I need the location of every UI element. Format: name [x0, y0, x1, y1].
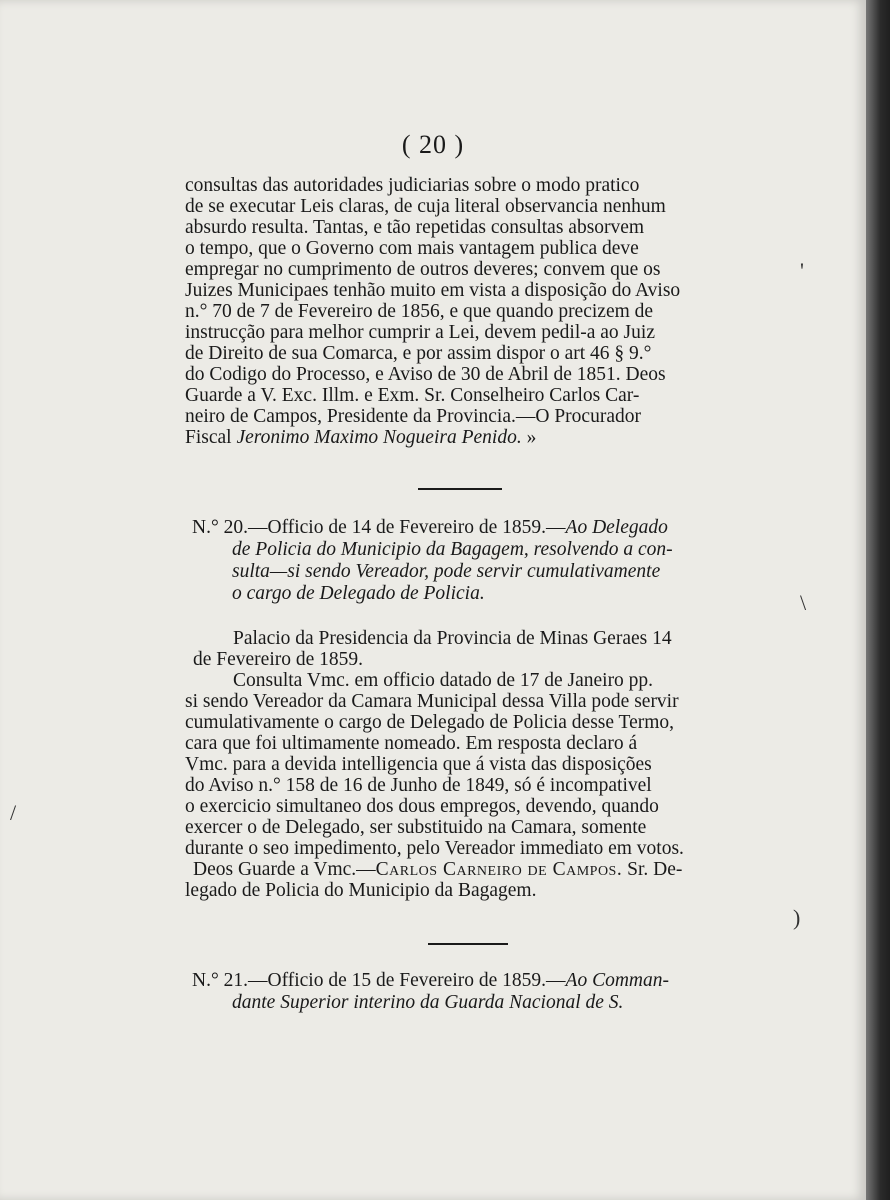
- section-divider: [418, 488, 502, 490]
- text-line: Consulta Vmc. em officio datado de 17 de Janeiro pp.: [233, 670, 654, 691]
- stray-mark: ): [793, 905, 801, 930]
- text-line: do Codigo do Processo, e Aviso de 30 de Abril de 1851. Deos: [185, 364, 666, 385]
- closing-line: [185, 859, 740, 880]
- text-line: Juizes Municipaes tenhão muito em vista a disposição do Aviso: [185, 280, 681, 301]
- text-line: instrucção para melhor cumprir a Lei, devem pedil-a ao Juiz: [185, 322, 655, 343]
- entry-subject: Ao Delegado: [565, 517, 668, 538]
- entry-subject: sulta—si sendo Vereador, pode servir cumulativamente: [232, 561, 661, 582]
- entry-heading-21: [192, 970, 752, 1014]
- text-line: consultas das autoridades judiciarias sobre o modo pratico: [185, 175, 640, 196]
- stray-mark: ': [800, 258, 804, 283]
- text-line: de Direito de sua Comarca, e por assim dispor o art 46 § 9.°: [185, 343, 652, 364]
- text-line: do Aviso n.° 158 de 16 de Junho de 1849, só é incompativel: [185, 775, 652, 796]
- signatory-name: Jeronimo Maximo Nogueira Penido.: [236, 427, 522, 448]
- text-line: neiro de Campos, Presidente da Provincia.—O Procurador: [185, 406, 641, 427]
- closing-quote: »: [521, 427, 537, 448]
- letter-text-block: [185, 628, 740, 901]
- signature-line: [185, 427, 740, 448]
- closing-text: Deos Guarde a Vmc.—: [193, 859, 376, 880]
- text-line: cara que foi ultimamente nomeado. Em resposta declaro á: [185, 733, 638, 754]
- text-line: legado de Policia do Municipio da Bagagem.: [185, 880, 537, 901]
- text-line: empregar no cumprimento de outros deveres; convem que os: [185, 259, 661, 280]
- addressee-start: Sr. De-: [622, 859, 683, 880]
- stray-mark: /: [10, 800, 17, 825]
- entry-subject: dante Superior interino da Guarda Nacional de S.: [232, 992, 624, 1013]
- entry-subject: o cargo de Delegado de Policia.: [232, 583, 485, 604]
- text-line: de se executar Leis claras, de cuja literal observancia nenhum: [185, 196, 666, 217]
- heading-line: [192, 517, 752, 539]
- place-date-line: Palacio da Presidencia da Provincia de Minas Geraes 14: [233, 628, 672, 649]
- place-date-line: de Fevereiro de 1859.: [193, 649, 364, 670]
- text-line: Vmc. para a devida intelligencia que á vista das disposições: [185, 754, 652, 775]
- continued-text-block: [185, 175, 740, 448]
- text-line: cumulativamente o cargo de Delegado de Policia desse Termo,: [185, 712, 675, 733]
- text-line: n.° 70 de 7 de Fevereiro de 1856, e que quando precizem de: [185, 301, 654, 322]
- entry-subject: Ao Comman-: [565, 970, 669, 991]
- text-line: absurdo resulta. Tantas, e tão repetidas consultas absorvem: [185, 217, 645, 238]
- text-line: Guarde a V. Exc. Illm. e Exm. Sr. Conselheiro Carlos Car-: [185, 385, 640, 406]
- heading-line: [192, 970, 752, 992]
- book-binding-edge: [866, 0, 890, 1200]
- entry-subject: de Policia do Municipio da Bagagem, resolvendo a con-: [232, 539, 673, 560]
- text-line: si sendo Vereador da Camara Municipal dessa Villa pode servir: [185, 691, 679, 712]
- page-number: ( 20 ): [401, 130, 465, 159]
- entry-heading-20: [192, 517, 752, 605]
- signature-label: Fiscal: [185, 427, 237, 448]
- text-line: durante o seo impedimento, pelo Vereador immediato em votos.: [185, 838, 684, 859]
- entry-number: N.° 21.—Officio de 15 de Fevereiro de 1859.—: [192, 970, 566, 991]
- signature-name: Carlos Carneiro de Campos.: [375, 859, 623, 880]
- text-line: o tempo, que o Governo com mais vantagem publica deve: [185, 238, 639, 259]
- section-divider: [428, 943, 508, 945]
- text-line: o exercicio simultaneo dos dous empregos, devendo, quando: [185, 796, 659, 817]
- stray-mark: \: [800, 590, 807, 615]
- entry-number: N.° 20.—Officio de 14 de Fevereiro de 1859.—: [192, 517, 566, 538]
- text-line: exercer o de Delegado, ser substituido na Camara, somente: [185, 817, 647, 838]
